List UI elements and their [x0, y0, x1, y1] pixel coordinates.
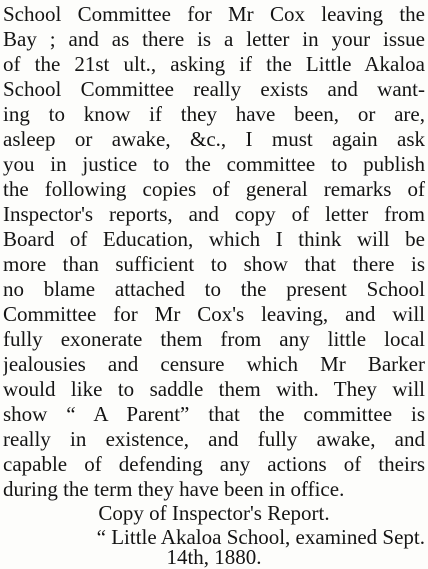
- text-line: during the term they have been in office.: [3, 477, 345, 501]
- text-line: no blame attached to the present School: [3, 277, 425, 301]
- text-line: would like to saddle them with. They will: [3, 377, 425, 401]
- text-line: Board of Education, which I think will be: [3, 227, 425, 251]
- text-line: ing to know if they have been, or are,: [3, 102, 425, 126]
- quote-line: “ Little Akaloa School, examined Sept.: [96, 525, 425, 549]
- text-line: more than sufficient to show that there is: [3, 252, 425, 276]
- text-line: asleep or awake, &c., I must again ask: [3, 127, 425, 151]
- text-line: of the 21st ult., asking if the Little Akaloa: [3, 52, 425, 76]
- text-line: Bay ; and as there is a letter in your issue: [3, 27, 425, 51]
- text-line: School Committee really exists and want-: [3, 77, 425, 101]
- text-line: you in justice to the committee to publish: [3, 152, 425, 176]
- text-line: jealousies and censure which Mr Barker: [3, 352, 425, 376]
- text-line: show “ A Parent” that the committee is: [3, 402, 425, 426]
- text-line: Inspector's reports, and copy of letter from: [3, 202, 425, 226]
- text-line: fully exonerate them from any little local: [3, 327, 425, 351]
- section-heading: Copy of Inspector's Report.: [98, 501, 330, 525]
- text-line: the following copies of general remarks of: [3, 177, 425, 201]
- text-line: really in existence, and fully awake, and: [3, 427, 425, 451]
- text-line: Committee for Mr Cox's leaving, and will: [3, 302, 425, 326]
- text-line: capable of defending any actions of theirs: [3, 452, 425, 476]
- text-line: School Committee for Mr Cox leaving the: [3, 2, 425, 26]
- quote-date: 14th, 1880.: [166, 546, 262, 569]
